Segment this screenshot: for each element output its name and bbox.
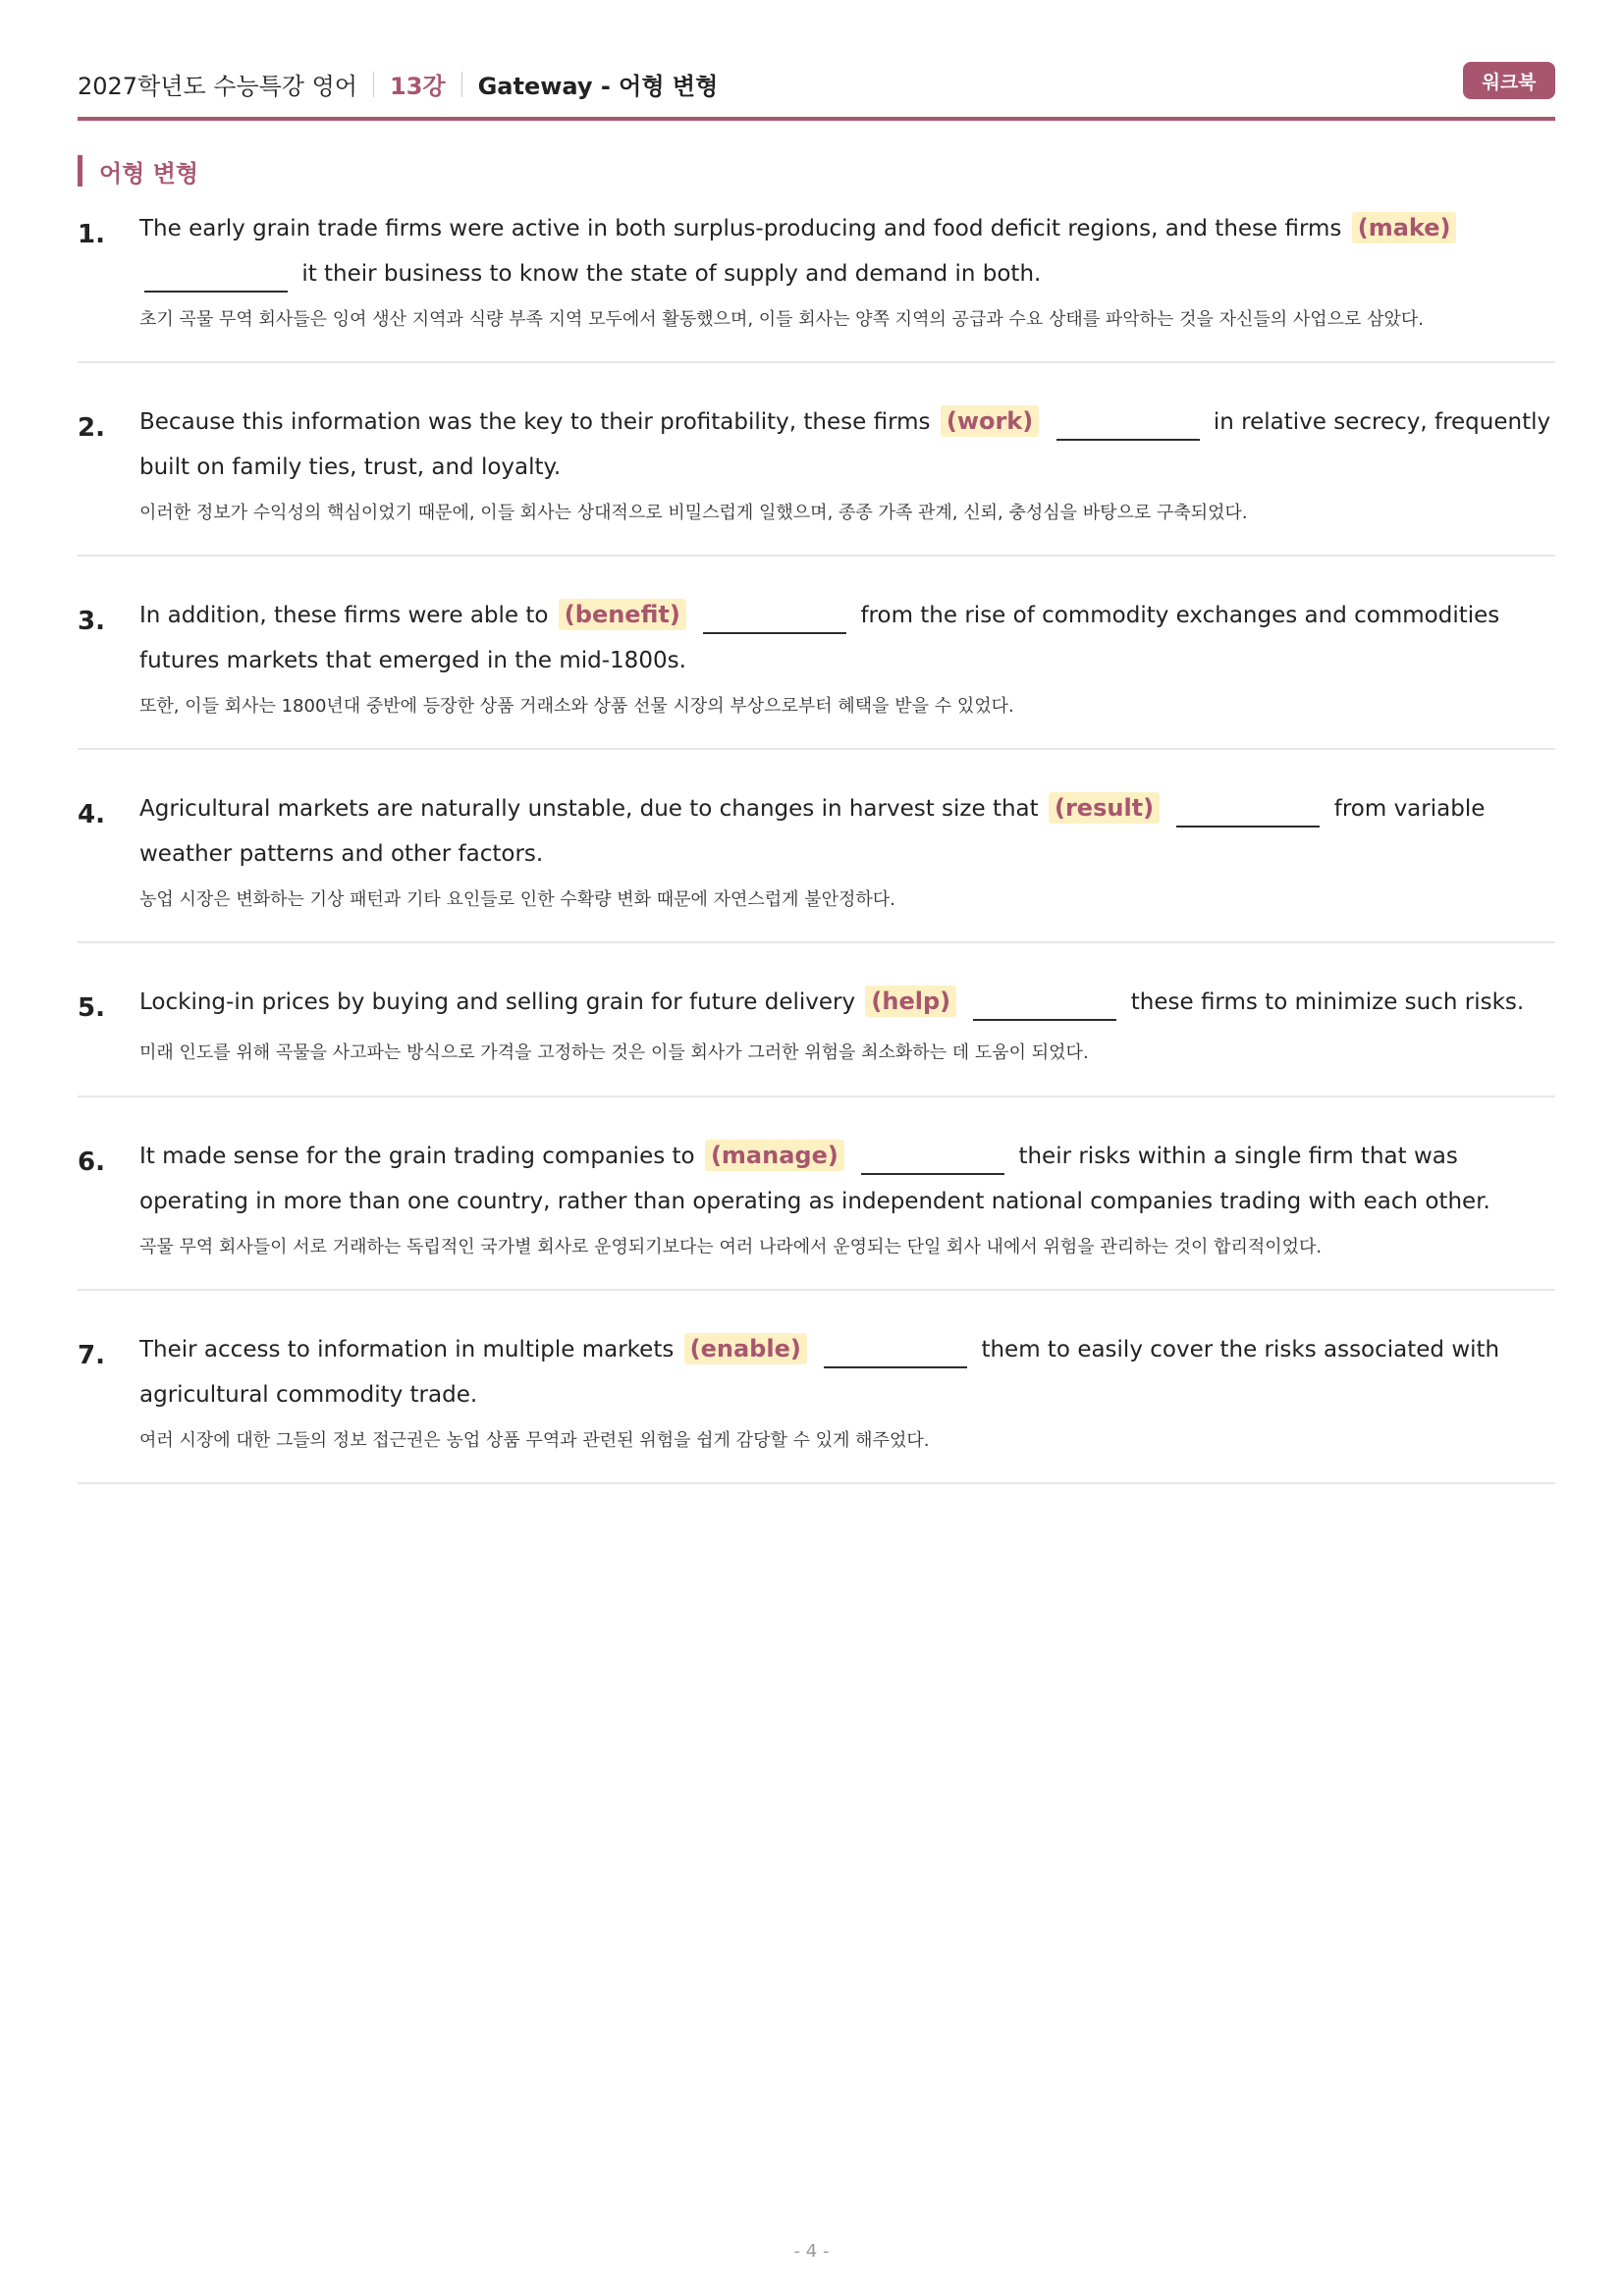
exercise-item-4 bbox=[78, 786, 1555, 943]
sentence-after-blank: their risks within a single firm that was operating in more than one country, rather than operating as independent national companies trading with each other. bbox=[139, 1144, 1490, 1214]
sentence-before-blank: Locking-in prices by buying and selling grain for future delivery bbox=[139, 989, 856, 1015]
english-sentence bbox=[139, 1327, 1563, 1417]
course-title: 2027학년도 수능특강 영어 bbox=[78, 73, 357, 100]
answer-blank[interactable] bbox=[703, 632, 846, 634]
verb-hint: (result) bbox=[1049, 792, 1160, 824]
item-number: 3. bbox=[78, 607, 105, 636]
page-number: - 4 - bbox=[793, 2241, 830, 2262]
header-breadcrumb bbox=[78, 67, 718, 101]
korean-translation: 곡물 무역 회사들이 서로 거래하는 독립적인 국가별 회사로 운영되기보다는 여러 나라에서 운영되는 단일 회사 내에서 위험을 관리하는 것이 합리적이었다. bbox=[139, 1237, 1323, 1257]
sentence-after-blank: from the rise of commodity exchanges and commodities futures markets that emerged in the mid-1800s. bbox=[139, 603, 1500, 673]
sentence-before-blank: The early grain trade firms were active in both surplus-producing and food deficit regions, and these firms bbox=[139, 216, 1342, 241]
exercise-item-1 bbox=[78, 206, 1555, 363]
item-number: 4. bbox=[78, 800, 105, 829]
workbook-badge: 워크북 bbox=[1463, 62, 1555, 99]
english-sentence bbox=[139, 206, 1563, 296]
exercise-item-5 bbox=[78, 980, 1555, 1097]
verb-hint: (benefit) bbox=[559, 599, 686, 630]
answer-blank[interactable] bbox=[824, 1366, 967, 1368]
verb-hint: (help) bbox=[865, 986, 956, 1017]
sentence-after-blank: in relative secrecy, frequently built on family ties, trust, and loyalty. bbox=[139, 409, 1551, 480]
sentence-before-blank: Because this information was the key to their profitability, these firms bbox=[139, 409, 931, 435]
page-header bbox=[78, 59, 1555, 108]
exercise-item-2 bbox=[78, 400, 1555, 557]
verb-hint: (make) bbox=[1352, 212, 1457, 243]
verb-hint: (work) bbox=[941, 405, 1039, 437]
english-sentence bbox=[139, 786, 1563, 877]
korean-translation: 이러한 정보가 수익성의 핵심이었기 때문에, 이들 회사는 상대적으로 비밀스럽게 일했으며, 종종 가족 관계, 신뢰, 충성심을 바탕으로 구축되었다. bbox=[139, 503, 1248, 523]
section-heading bbox=[78, 155, 198, 187]
page-title: Gateway - 어형 변형 bbox=[477, 73, 719, 100]
header-divider bbox=[461, 72, 462, 97]
english-sentence bbox=[139, 593, 1563, 683]
answer-blank[interactable] bbox=[1176, 826, 1320, 828]
korean-translation: 농업 시장은 변화하는 기상 패턴과 기타 요인들로 인한 수확량 변화 때문에 자연스럽게 불안정하다. bbox=[139, 889, 895, 910]
lesson-number: 13강 bbox=[390, 73, 446, 100]
verb-hint: (manage) bbox=[705, 1140, 844, 1171]
english-sentence bbox=[139, 1134, 1563, 1224]
item-number: 2. bbox=[78, 413, 105, 443]
sentence-after-blank: these firms to minimize such risks. bbox=[1130, 989, 1525, 1015]
sentence-before-blank: It made sense for the grain trading companies to bbox=[139, 1144, 695, 1169]
answer-blank[interactable] bbox=[144, 291, 288, 293]
item-number: 7. bbox=[78, 1341, 105, 1370]
korean-translation: 초기 곡물 무역 회사들은 잉여 생산 지역과 식량 부족 지역 모두에서 활동했으며, 이들 회사는 양쪽 지역의 공급과 수요 상태를 파악하는 것을 자신들의 사업으로 삼았다. bbox=[139, 309, 1425, 330]
english-sentence bbox=[139, 980, 1563, 1025]
english-sentence bbox=[139, 400, 1563, 490]
korean-translation: 여러 시장에 대한 그들의 정보 접근권은 농업 상품 무역과 관련된 위험을 쉽게 감당할 수 있게 해주었다. bbox=[139, 1430, 930, 1451]
answer-blank[interactable] bbox=[973, 1019, 1116, 1021]
sentence-before-blank: Agricultural markets are naturally unstable, due to changes in harvest size that bbox=[139, 796, 1039, 822]
verb-hint: (enable) bbox=[684, 1333, 807, 1364]
answer-blank[interactable] bbox=[1056, 439, 1200, 441]
korean-translation: 미래 인도를 위해 곡물을 사고파는 방식으로 가격을 고정하는 것은 이들 회사가 그러한 위험을 최소화하는 데 도움이 되었다. bbox=[139, 1042, 1089, 1063]
answer-blank[interactable] bbox=[861, 1173, 1004, 1175]
exercise-item-6 bbox=[78, 1134, 1555, 1291]
item-number: 1. bbox=[78, 220, 105, 249]
exercise-item-7 bbox=[78, 1327, 1555, 1484]
item-number: 6. bbox=[78, 1148, 105, 1177]
korean-translation: 또한, 이들 회사는 1800년대 중반에 등장한 상품 거래소와 상품 선물 시장의 부상으로부터 혜택을 받을 수 있었다. bbox=[139, 696, 1014, 717]
header-rule bbox=[78, 117, 1555, 121]
section-accent-bar bbox=[78, 155, 82, 187]
sentence-after-blank: from variable weather patterns and other factors. bbox=[139, 796, 1486, 867]
sentence-before-blank: In addition, these firms were able to bbox=[139, 603, 549, 628]
section-title: 어형 변형 bbox=[99, 159, 199, 187]
header-divider bbox=[373, 72, 374, 97]
exercise-item-3 bbox=[78, 593, 1555, 750]
sentence-before-blank: Their access to information in multiple markets bbox=[139, 1337, 675, 1362]
sentence-after-blank: it their business to know the state of supply and demand in both. bbox=[301, 261, 1042, 287]
item-number: 5. bbox=[78, 993, 105, 1023]
sentence-after-blank: them to easily cover the risks associated with agricultural commodity trade. bbox=[139, 1337, 1500, 1408]
